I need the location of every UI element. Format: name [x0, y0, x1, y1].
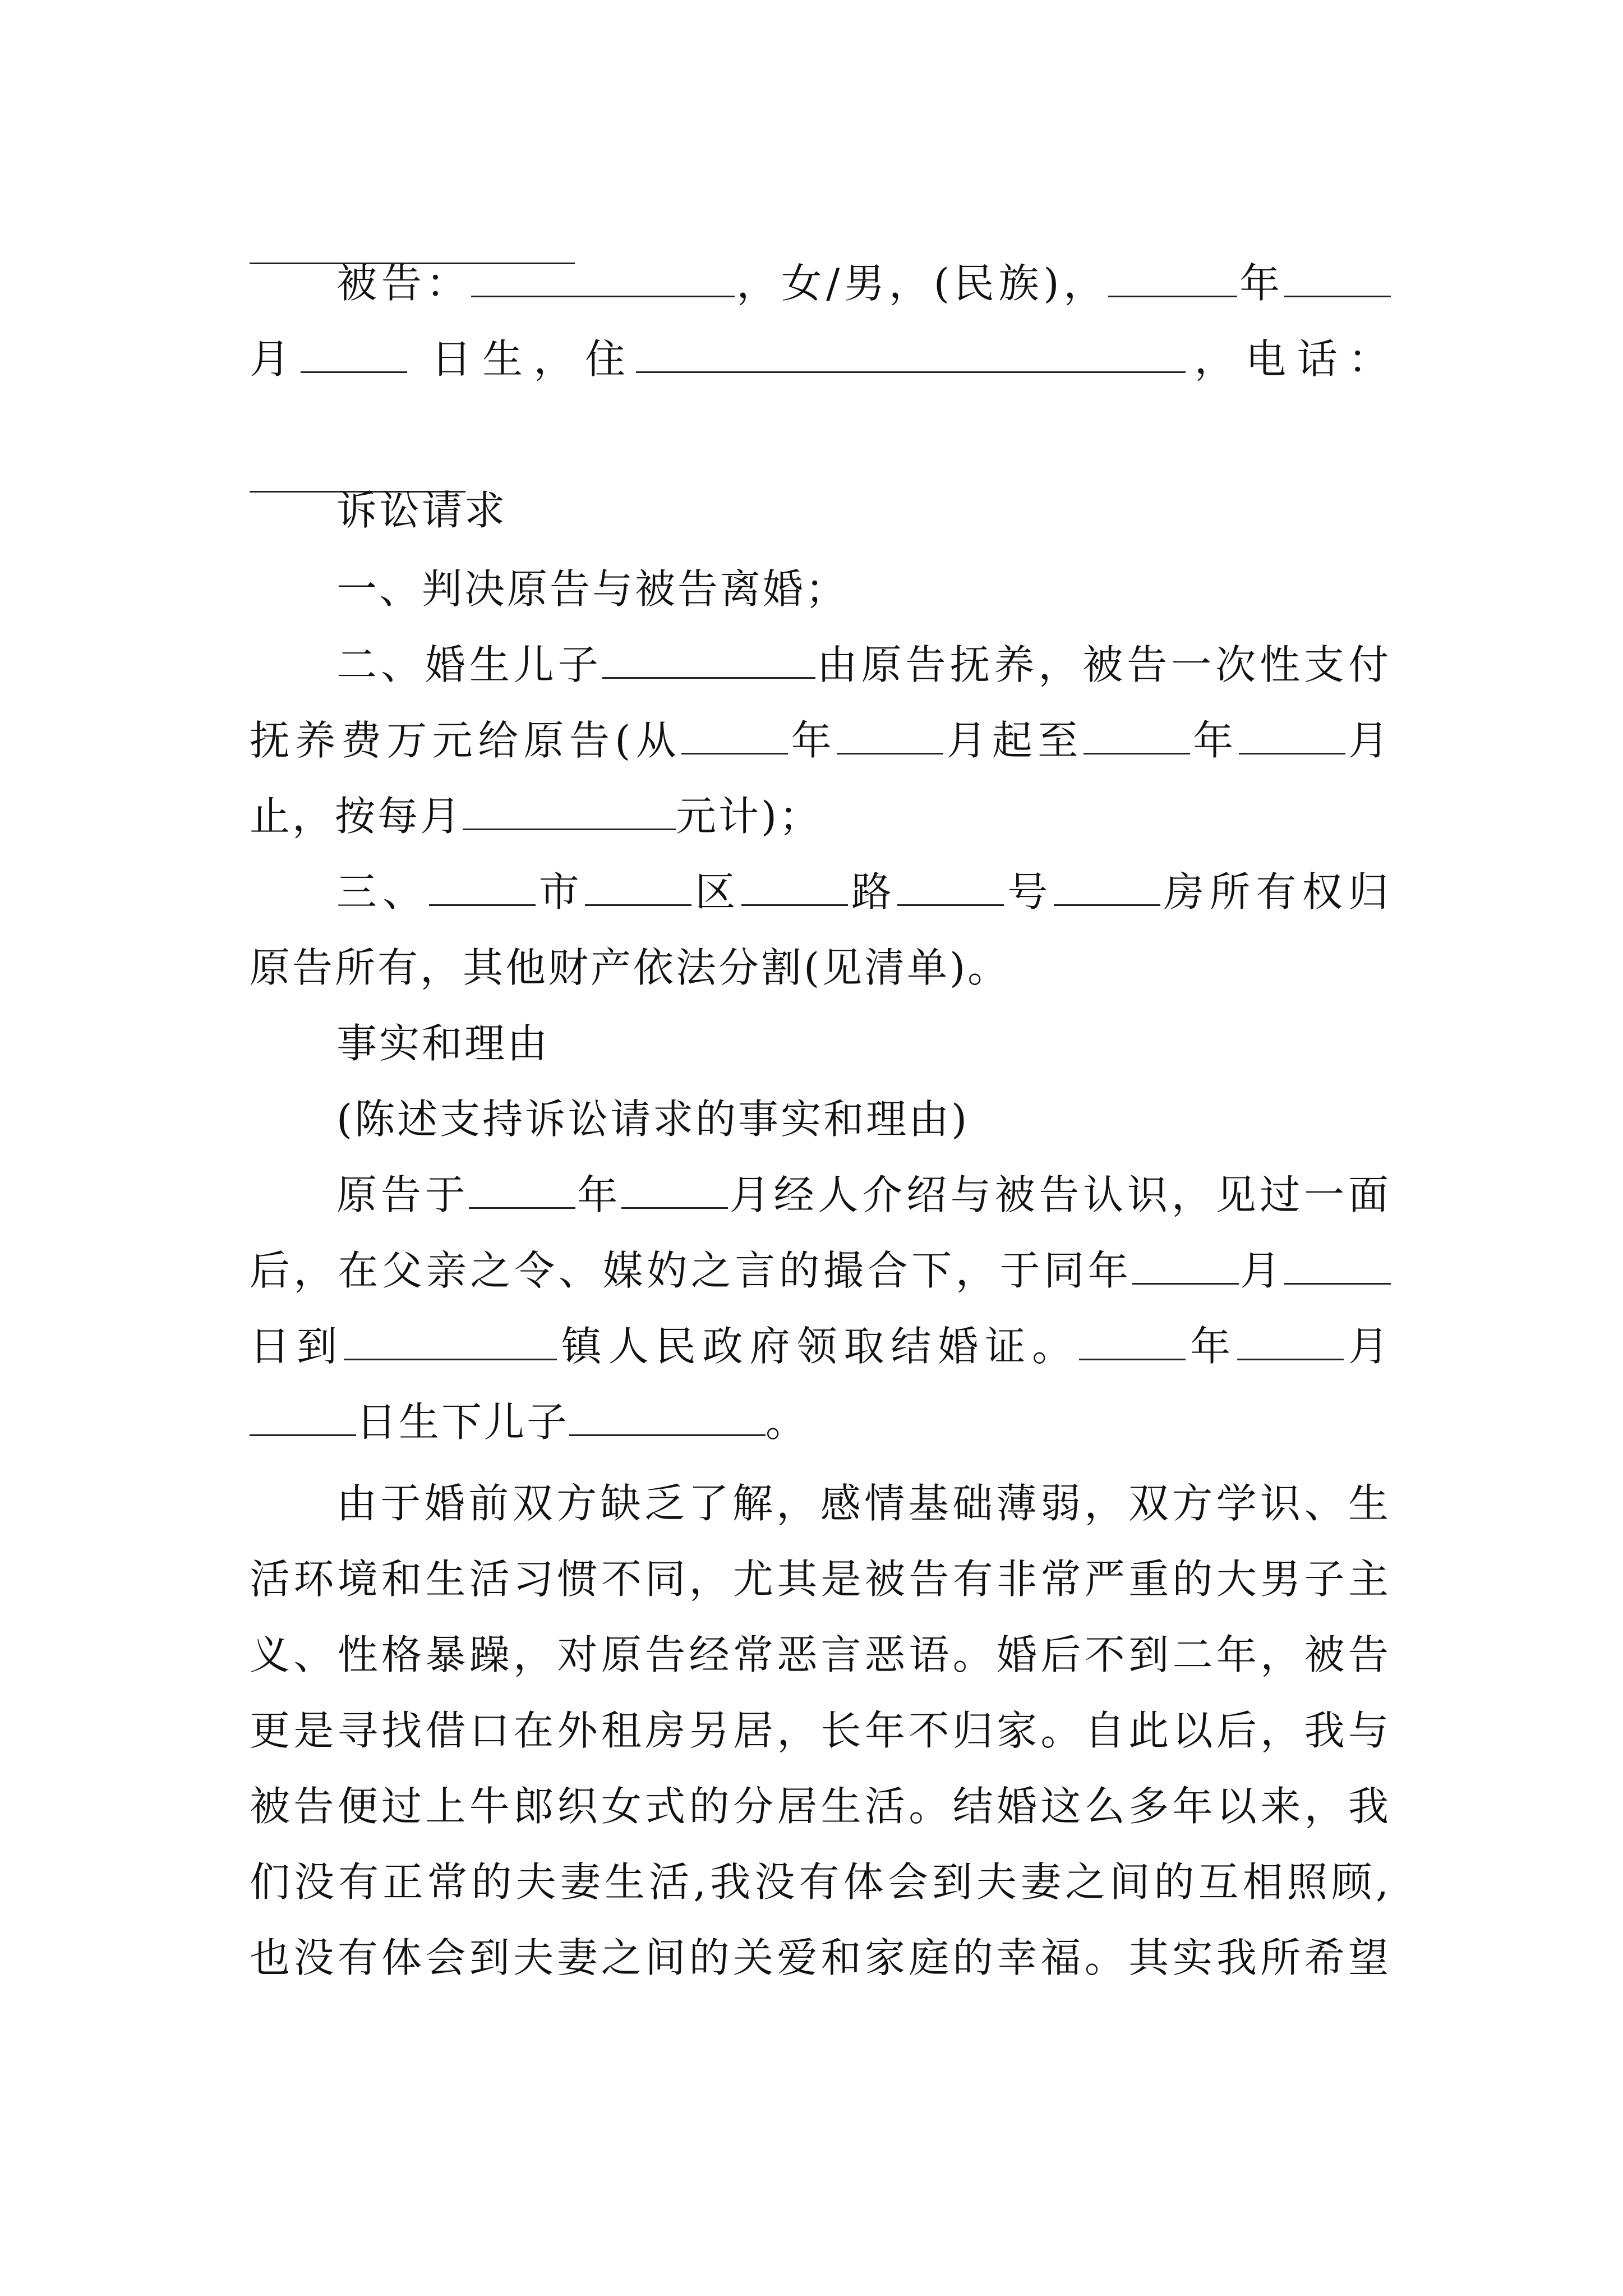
- fill-in-blank: [1284, 256, 1391, 297]
- fill-in-blank: [471, 256, 735, 297]
- fill-in-blank: [741, 865, 848, 906]
- fill-in-blank: [1284, 1244, 1391, 1285]
- text-line: [250, 331, 1391, 387]
- fill-in-blank: [621, 1168, 728, 1209]
- fill-in-blank: [1083, 714, 1190, 754]
- text-segment: 后，在父亲之令、媒妁之言的撮合下，于同年: [250, 1247, 1132, 1294]
- text-segment: 。: [766, 1398, 809, 1446]
- text-line: [250, 788, 1391, 844]
- text-segment: 年: [1186, 1323, 1238, 1370]
- text-segment: 区: [691, 868, 741, 915]
- text-segment: ，女/男，(民族)，: [734, 260, 1109, 307]
- fill-in-blank: [1079, 1319, 1186, 1360]
- text-segment: 原告于: [336, 1171, 469, 1218]
- text-segment: 月: [250, 335, 301, 383]
- text-line: [250, 1854, 1391, 1910]
- text-segment: 义、性格暴躁，对原告经常恶言恶语。婚后不到二年，被告: [250, 1631, 1391, 1678]
- text-segment: 事实和理由: [336, 1020, 550, 1067]
- text-segment: 元计)；: [676, 793, 822, 840]
- fill-in-blank: [463, 789, 676, 830]
- text-segment: (陈述支持诉讼请求的事实和理由): [336, 1096, 970, 1143]
- text-segment: 活环境和生活习惯不同，尤其是被告有非常严重的大男子主: [250, 1556, 1391, 1603]
- text-line: [250, 1394, 1391, 1450]
- text-line: [250, 1930, 1391, 1986]
- text-line: [336, 482, 1391, 539]
- fill-in-blank: [344, 1319, 557, 1360]
- fill-in-blank: [301, 332, 407, 373]
- fill-in-blank: [636, 332, 1186, 373]
- text-line: [250, 1318, 1391, 1374]
- text-line: [250, 1551, 1391, 1607]
- text-segment: 年: [1237, 260, 1284, 307]
- text-line: [336, 1091, 1391, 1147]
- text-segment: 由于婚前双方缺乏了解，感情基础薄弱，双方学识、生: [336, 1480, 1391, 1527]
- text-line: [336, 561, 1391, 617]
- text-segment: 被告便过上牛郎织女式的分居生活。结婚这么多年以来，我: [250, 1783, 1391, 1830]
- text-segment: 日生下儿子: [356, 1398, 570, 1446]
- text-segment: 镇人民政府领取结婚证。: [556, 1323, 1080, 1370]
- text-line: [336, 1167, 1391, 1223]
- text-line: [336, 1015, 1391, 1071]
- fill-in-blank: [250, 1395, 356, 1436]
- text-segment: 年: [788, 717, 837, 764]
- text-line: [250, 712, 1391, 769]
- text-segment: 年: [1189, 717, 1239, 764]
- text-segment: 抚养费万元给原告(从: [250, 717, 682, 764]
- fill-in-blank: [1239, 714, 1345, 754]
- fill-in-blank: [1132, 1244, 1239, 1285]
- text-segment: 月经人介绍与被告认识，见过一面: [728, 1171, 1391, 1218]
- fill-in-blank: [1108, 256, 1237, 297]
- text-segment: 被告：: [336, 260, 471, 307]
- text-segment: 月起至: [943, 717, 1083, 764]
- text-line: [250, 1778, 1391, 1834]
- fill-in-blank: [681, 714, 788, 754]
- text-segment: 月: [1238, 1247, 1284, 1294]
- text-segment: 年: [575, 1171, 622, 1218]
- text-line: [250, 940, 1391, 996]
- text-segment: 也没有体会到夫妻之间的关爱和家庭的幸福。其实我所希望: [250, 1934, 1391, 1981]
- fill-in-blank: [897, 865, 1004, 906]
- text-segment: 由原告抚养，被告一次性支付: [815, 641, 1391, 688]
- text-segment: 月: [1345, 717, 1391, 764]
- text-segment: 止，按每月: [250, 793, 463, 840]
- text-segment: 房所有权归: [1160, 868, 1391, 915]
- text-line: [336, 255, 1391, 311]
- text-segment: 更是寻找借口在外租房另居，长年不归家。自此以后，我与: [250, 1707, 1391, 1754]
- fill-in-blank: [602, 638, 815, 679]
- text-segment: 们没有正常的夫妻生活,我没有体会到夫妻之间的互相照顾,: [250, 1858, 1391, 1906]
- fill-in-blank: [585, 865, 691, 906]
- text-segment: 诉讼请求: [336, 487, 508, 534]
- text-segment: 三、: [336, 868, 429, 915]
- text-segment: 市: [535, 868, 585, 915]
- text-segment: 二、婚生儿子: [336, 641, 602, 688]
- text-segment: 月: [1344, 1323, 1391, 1370]
- fill-in-blank: [1054, 865, 1160, 906]
- text-line: [336, 637, 1391, 693]
- text-line: [336, 864, 1391, 920]
- fill-in-blank: [569, 1395, 766, 1436]
- text-segment: 路: [847, 868, 898, 915]
- text-line: [250, 1703, 1391, 1759]
- text-segment: 一、判决原告与被告离婚；: [336, 565, 849, 613]
- fill-in-blank: [429, 865, 536, 906]
- fill-in-blank: [469, 1168, 575, 1209]
- text-segment: ，电话：: [1186, 335, 1391, 383]
- text-line: [250, 1627, 1391, 1683]
- fill-in-blank: [1237, 1319, 1344, 1360]
- text-line: [336, 1475, 1391, 1531]
- text-segment: 日到: [250, 1323, 344, 1370]
- text-line: [250, 1243, 1391, 1299]
- text-segment: 号: [1004, 868, 1054, 915]
- fill-in-blank: [837, 714, 943, 754]
- text-segment: 原告所有，其他财产依法分割(见清单)。: [250, 944, 1011, 991]
- text-segment: 日生，住: [407, 335, 637, 383]
